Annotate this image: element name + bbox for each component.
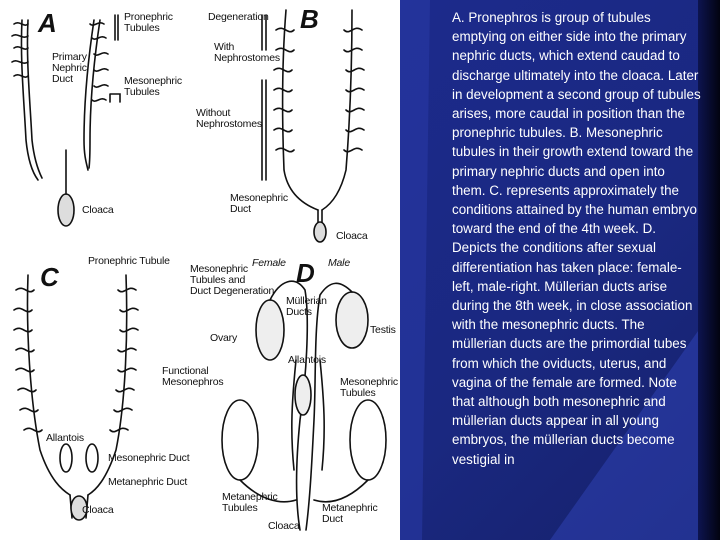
label-mesonephric-tubules-d: Mesonephric Tubules <box>340 376 398 399</box>
label-functional-mesonephros: Functional Mesonephros <box>162 365 224 388</box>
label-mesonephric-tubules-duct-degeneration: Mesonephric Tubules and Duct Degeneration <box>190 263 275 297</box>
panel-d-letter: D <box>296 258 315 288</box>
label-pronephric-tubule: Pronephric Tubule <box>88 255 170 267</box>
panel-b-letter: B <box>300 4 319 34</box>
label-degeneration: Degeneration <box>208 11 269 23</box>
panel-a-drawing <box>12 15 120 226</box>
label-primary-nephric-duct: Primary Nephric Duct <box>52 51 87 85</box>
label-testis: Testis <box>370 324 396 336</box>
label-female: Female <box>252 257 286 269</box>
panel-c-letter: C <box>40 262 59 292</box>
label-cloaca-d: Cloaca <box>268 520 300 532</box>
label-pronephric-tubules: Pronephric Tubules <box>124 11 173 34</box>
label-metanephric-duct-d: Metanephric Duct <box>322 502 378 525</box>
panel-a-letter: A <box>38 8 57 38</box>
label-metanephric-duct: Metanephric Duct <box>108 476 188 488</box>
label-mesonephric-tubules-a: Mesonephric Tubules <box>124 75 182 98</box>
label-cloaca-a: Cloaca <box>82 204 114 216</box>
label-metanephric-tubules: Metanephric Tubules <box>222 491 278 514</box>
label-allantois-c: Allantois <box>46 432 84 444</box>
slide-caption <box>452 8 702 469</box>
label-with-nephrostomes: With Nephrostomes <box>214 41 280 64</box>
label-without-nephrostomes: Without Nephrostomes <box>196 107 262 130</box>
label-ovary: Ovary <box>210 332 238 344</box>
caption-text: A. Pronephros is group of tubules emptying on either side into the primary nephric ducts, which extend caudad to discharge ultimately into the cloaca. Later in development a second group of tubules arises, more caudal in position than the pronephric tubules. B. Mesonephric tubules in their growth extend toward the primary nephric ducts and open into them. C. represents approximately the conditions attained by the human embryo toward the end of the 4th week. D. Depicts the conditions after sexual differentiation has taken place: female-left, male-right. Müllerian ducts arise during the 8th week, in close association with the mesonephric ducts. The müllerian ducts are the primordial tubes from which the oviducts, uterus, and vagina of the female are formed. Note that although both mesonephric and müllerian ducts appear in all young embryos, the müllerian ducts become vestigial in <box>452 10 701 467</box>
slide-text-panel <box>400 0 720 540</box>
label-mullerian-ducts: Müllerian Ducts <box>286 295 327 318</box>
label-mesonephric-duct-b: Mesonephric Duct <box>230 192 288 215</box>
label-mesonephric-duct-c: Mesonephric Duct <box>108 452 190 464</box>
label-cloaca-c: Cloaca <box>82 504 114 516</box>
label-male: Male <box>328 257 350 269</box>
label-cloaca-b: Cloaca <box>336 230 368 242</box>
label-allantois-d: Allantois <box>288 354 326 366</box>
